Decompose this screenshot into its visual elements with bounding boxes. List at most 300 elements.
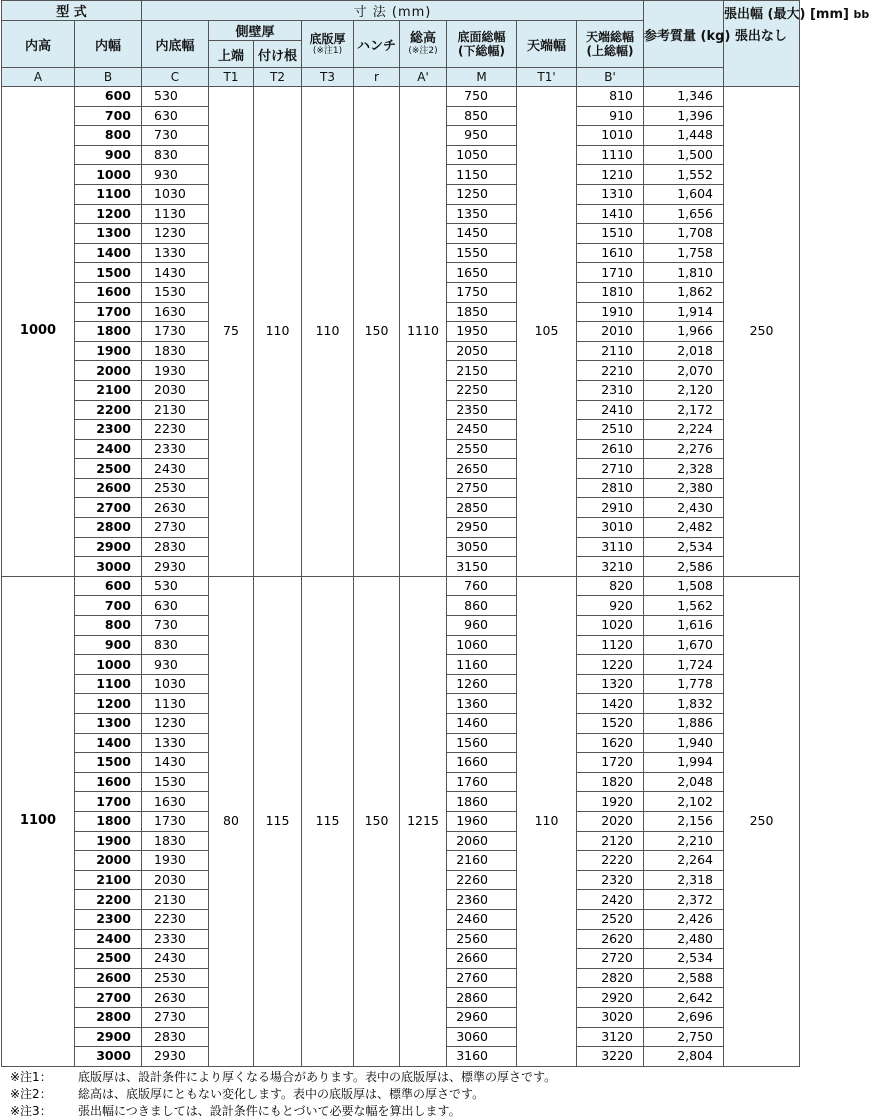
cell-inner-width: 1100: [75, 674, 142, 694]
cell-inner-bottom-width: 2830: [142, 1027, 209, 1047]
cell-inner-bottom-width: 2030: [142, 380, 209, 400]
overhang-unit: [mm]: [809, 7, 849, 22]
cell-inner-width: 3000: [75, 557, 142, 577]
cell-inner-width: 2700: [75, 498, 142, 518]
top-total-width-label: 天端総幅: [585, 30, 634, 44]
cell-inner-width: 2000: [75, 361, 142, 381]
cell-ref-mass: 1,724: [644, 655, 724, 675]
cell-inner-width: 3000: [75, 1047, 142, 1067]
cell-inner-bottom-width: 730: [142, 126, 209, 146]
cell-inner-bottom-width: 1330: [142, 243, 209, 263]
cell-ref-mass: 1,778: [644, 674, 724, 694]
cell-top-total-width: 2210: [577, 361, 644, 381]
cell-top-total-width: 2410: [577, 400, 644, 420]
cell-top-total-width: 2710: [577, 459, 644, 479]
cell-top-total-width: 1820: [577, 772, 644, 792]
cell-inner-width: 1300: [75, 714, 142, 734]
cell-inner-width: 1900: [75, 831, 142, 851]
cell-inner-width: 2800: [75, 518, 142, 538]
note-2: [10, 1086, 800, 1103]
cell-top-total-width: 1110: [577, 145, 644, 165]
cell-inner-bottom-width: 930: [142, 165, 209, 185]
cell-inner-bottom-width: 2930: [142, 557, 209, 577]
cell-inner-width: 900: [75, 145, 142, 165]
cell-ref-mass: 2,172: [644, 400, 724, 420]
cell-inner-bottom-width: 1630: [142, 792, 209, 812]
code-C: C: [142, 68, 209, 87]
cell-inner-width: 1400: [75, 243, 142, 263]
cell-inner-width: 2600: [75, 968, 142, 988]
cell-inner-width: 800: [75, 126, 142, 146]
cell-ref-mass: 1,966: [644, 322, 724, 342]
cell-top-total-width: 2020: [577, 811, 644, 831]
cell-top-end-width: 110: [517, 576, 577, 1066]
header-top-end: 上端: [209, 41, 254, 68]
cell-inner-width: 1800: [75, 322, 142, 342]
header-code-row: [2, 68, 800, 87]
cell-bottom-total-width: 2650: [447, 459, 517, 479]
note-text: 張出幅につきましては、設計条件にもとづいて必要な幅を算出します。: [78, 1103, 461, 1118]
cell-inner-height: 1100: [2, 576, 75, 1066]
cell-top-total-width: 2310: [577, 380, 644, 400]
cell-bottom-total-width: 1450: [447, 224, 517, 244]
cell-ref-mass: 1,940: [644, 733, 724, 753]
cell-inner-bottom-width: 2430: [142, 459, 209, 479]
cell-inner-width: 2400: [75, 439, 142, 459]
cell-inner-width: 1400: [75, 733, 142, 753]
header-haunch: ハンチ: [354, 21, 400, 68]
cell-ref-mass: 2,328: [644, 459, 724, 479]
cell-overhang: 250: [724, 87, 800, 577]
ref-mass-sub: 張出なし: [734, 28, 787, 44]
cell-top-total-width: 1520: [577, 714, 644, 734]
cell-inner-bottom-width: 2030: [142, 870, 209, 890]
code-T3: T3: [302, 68, 354, 87]
top-total-width-sub: (上総幅): [586, 44, 634, 58]
cell-bottom-total-width: 1760: [447, 772, 517, 792]
cell-top-total-width: 1720: [577, 753, 644, 773]
cell-top-total-width: 2110: [577, 341, 644, 361]
table-row: [2, 87, 800, 107]
cell-top-total-width: 2910: [577, 498, 644, 518]
cell-bottom-total-width: 2860: [447, 988, 517, 1008]
cell-bottom-total-width: 760: [447, 576, 517, 596]
bottom-total-width-label: 底面総幅: [457, 30, 506, 44]
cell-inner-width: 900: [75, 635, 142, 655]
cell-ref-mass: 1,508: [644, 576, 724, 596]
cell-top-total-width: 1620: [577, 733, 644, 753]
cell-ref-mass: 2,120: [644, 380, 724, 400]
cell-top-total-width: 1420: [577, 694, 644, 714]
cell-top-total-width: 1210: [577, 165, 644, 185]
cell-inner-width: 800: [75, 616, 142, 636]
cell-ref-mass: 1,562: [644, 596, 724, 616]
cell-bottom-total-width: 1860: [447, 792, 517, 812]
cell-top-total-width: 810: [577, 87, 644, 107]
cell-inner-bottom-width: 2730: [142, 1007, 209, 1027]
note-text: 総高は、底版厚にともない変化します。表中の底版厚は、標準の厚さです。: [78, 1086, 485, 1101]
cell-inner-bottom-width: 830: [142, 635, 209, 655]
cell-inner-width: 2100: [75, 870, 142, 890]
cell-inner-width: 1500: [75, 263, 142, 283]
cell-top-total-width: 2620: [577, 929, 644, 949]
cell-ref-mass: 2,264: [644, 851, 724, 871]
note-label: ※注1：: [10, 1069, 52, 1084]
cell-inner-width: 2400: [75, 929, 142, 949]
cell-top-total-width: 1910: [577, 302, 644, 322]
cell-ref-mass: 2,588: [644, 968, 724, 988]
cell-bottom-total-width: 3150: [447, 557, 517, 577]
cell-top-total-width: 2820: [577, 968, 644, 988]
cell-top-total-width: 3210: [577, 557, 644, 577]
cell-ref-mass: 2,102: [644, 792, 724, 812]
cell-haunch: 150: [354, 576, 400, 1066]
cell-top-total-width: 2610: [577, 439, 644, 459]
cell-top-total-width: 2920: [577, 988, 644, 1008]
cell-top-total-width: 3020: [577, 1007, 644, 1027]
cell-bottom-total-width: 1550: [447, 243, 517, 263]
cell-top-total-width: 3010: [577, 518, 644, 538]
cell-inner-bottom-width: 1030: [142, 184, 209, 204]
cell-inner-bottom-width: 930: [142, 655, 209, 675]
cell-overhang: 250: [724, 576, 800, 1066]
cell-top-total-width: 3110: [577, 537, 644, 557]
cell-inner-bottom-width: 2230: [142, 909, 209, 929]
cell-inner-bottom-width: 730: [142, 616, 209, 636]
cell-inner-width: 1800: [75, 811, 142, 831]
cell-bottom-total-width: 2450: [447, 420, 517, 440]
cell-inner-width: 2300: [75, 909, 142, 929]
table-body: [2, 87, 800, 1067]
cell-bottom-total-width: 850: [447, 106, 517, 126]
cell-bottom-total-width: 2760: [447, 968, 517, 988]
cell-bottom-total-width: 960: [447, 616, 517, 636]
total-height-note: (※注2): [408, 45, 438, 56]
header-top-end-width: 天端幅: [517, 21, 577, 68]
cell-top-total-width: 2320: [577, 870, 644, 890]
cell-top-total-width: 1220: [577, 655, 644, 675]
cell-inner-bottom-width: 1930: [142, 361, 209, 381]
cell-ref-mass: 1,670: [644, 635, 724, 655]
cell-inner-bottom-width: 1930: [142, 851, 209, 871]
note-1: [10, 1069, 800, 1086]
cell-ref-mass: 2,380: [644, 478, 724, 498]
cell-bottom-total-width: 750: [447, 87, 517, 107]
cell-ref-mass: 2,482: [644, 518, 724, 538]
ref-mass-unit: (kg): [700, 28, 731, 44]
cell-bottom-total-width: 1150: [447, 165, 517, 185]
cell-ref-mass: 2,018: [644, 341, 724, 361]
cell-ref-mass: 2,480: [644, 929, 724, 949]
bottom-total-width-sub: (下総幅): [458, 44, 505, 58]
cell-ref-mass: 2,534: [644, 949, 724, 969]
cell-bottom-total-width: 1350: [447, 204, 517, 224]
cell-ref-mass: 2,276: [644, 439, 724, 459]
cell-inner-bottom-width: 1330: [142, 733, 209, 753]
cell-bottom-total-width: 2960: [447, 1007, 517, 1027]
cell-ref-mass: 1,832: [644, 694, 724, 714]
cell-inner-bottom-width: 2930: [142, 1047, 209, 1067]
cell-ref-mass: 2,210: [644, 831, 724, 851]
cell-bottom-total-width: 1850: [447, 302, 517, 322]
cell-bottom-total-width: 2360: [447, 890, 517, 910]
cell-inner-bottom-width: 630: [142, 596, 209, 616]
note-text: 底版厚は、設計条件により厚くなる場合があります。表中の底版厚は、標準の厚さです。: [78, 1069, 557, 1084]
cell-inner-height: 1000: [2, 87, 75, 577]
cell-inner-bottom-width: 630: [142, 106, 209, 126]
cell-inner-width: 2800: [75, 1007, 142, 1027]
cell-t2: 115: [254, 576, 302, 1066]
overhang-code: bb: [853, 8, 869, 21]
cell-bottom-total-width: 2950: [447, 518, 517, 538]
cell-inner-width: 2900: [75, 537, 142, 557]
cell-ref-mass: 1,862: [644, 282, 724, 302]
cell-bottom-total-width: 2350: [447, 400, 517, 420]
cell-ref-mass: 1,448: [644, 126, 724, 146]
cell-bottom-total-width: 1260: [447, 674, 517, 694]
cell-bottom-total-width: 860: [447, 596, 517, 616]
cell-ref-mass: 1,616: [644, 616, 724, 636]
cell-inner-bottom-width: 530: [142, 87, 209, 107]
cell-bottom-total-width: 2160: [447, 851, 517, 871]
note-label: ※注3：: [10, 1103, 52, 1118]
ref-mass-label: 参考質量: [644, 28, 697, 44]
cell-inner-bottom-width: 1430: [142, 753, 209, 773]
cell-top-total-width: 1120: [577, 635, 644, 655]
cell-ref-mass: 2,156: [644, 811, 724, 831]
cell-top-total-width: 1010: [577, 126, 644, 146]
cell-inner-width: 1600: [75, 282, 142, 302]
header-total-height: [400, 21, 447, 68]
cell-bottom-total-width: 2050: [447, 341, 517, 361]
cell-inner-bottom-width: 1630: [142, 302, 209, 322]
cell-inner-bottom-width: 2630: [142, 988, 209, 1008]
bottom-slab-label: 底版厚: [309, 31, 346, 46]
cell-haunch: 150: [354, 87, 400, 577]
cell-inner-width: 700: [75, 106, 142, 126]
cell-inner-width: 2500: [75, 459, 142, 479]
cell-bottom-total-width: 1950: [447, 322, 517, 342]
cell-ref-mass: 1,500: [644, 145, 724, 165]
code-A-prime: A': [400, 68, 447, 87]
cell-inner-bottom-width: 1530: [142, 282, 209, 302]
cell-top-total-width: 1920: [577, 792, 644, 812]
code-B-prime: B': [577, 68, 644, 87]
bottom-slab-note: (※注1): [312, 45, 343, 56]
cell-inner-bottom-width: 2530: [142, 478, 209, 498]
cell-inner-bottom-width: 1230: [142, 714, 209, 734]
cell-inner-width: 2700: [75, 988, 142, 1008]
cell-inner-bottom-width: 1430: [142, 263, 209, 283]
cell-ref-mass: 2,642: [644, 988, 724, 1008]
code-T1: T1: [209, 68, 254, 87]
cell-inner-width: 2300: [75, 420, 142, 440]
cell-ref-mass: 2,318: [644, 870, 724, 890]
code-M: M: [447, 68, 517, 87]
cell-top-total-width: 2510: [577, 420, 644, 440]
cell-inner-bottom-width: 1130: [142, 694, 209, 714]
cell-bottom-total-width: 2250: [447, 380, 517, 400]
cell-ref-mass: 1,886: [644, 714, 724, 734]
cell-top-total-width: 2520: [577, 909, 644, 929]
cell-inner-width: 1000: [75, 655, 142, 675]
cell-inner-width: 1600: [75, 772, 142, 792]
cell-bottom-total-width: 2850: [447, 498, 517, 518]
cell-t2: 110: [254, 87, 302, 577]
cell-inner-width: 2900: [75, 1027, 142, 1047]
cell-top-total-width: 2010: [577, 322, 644, 342]
cell-bottom-total-width: 1160: [447, 655, 517, 675]
cell-inner-bottom-width: 530: [142, 576, 209, 596]
cell-ref-mass: 1,994: [644, 753, 724, 773]
overhang-label: 張出幅: [724, 7, 764, 22]
cell-bottom-total-width: 2260: [447, 870, 517, 890]
cell-bottom-total-width: 2460: [447, 909, 517, 929]
cell-top-total-width: 1610: [577, 243, 644, 263]
code-empty: [644, 68, 724, 87]
cell-ref-mass: 1,346: [644, 87, 724, 107]
cell-inner-bottom-width: 2830: [142, 537, 209, 557]
cell-bottom-total-width: 3160: [447, 1047, 517, 1067]
note-3: [10, 1103, 800, 1120]
cell-inner-width: 1300: [75, 224, 142, 244]
cell-bottom-total-width: 1560: [447, 733, 517, 753]
cell-top-total-width: 3120: [577, 1027, 644, 1047]
cell-inner-bottom-width: 2130: [142, 890, 209, 910]
cell-ref-mass: 1,708: [644, 224, 724, 244]
code-T2: T2: [254, 68, 302, 87]
cell-top-end-width: 105: [517, 87, 577, 577]
cell-inner-bottom-width: 2130: [142, 400, 209, 420]
cell-bottom-total-width: 1750: [447, 282, 517, 302]
cell-inner-width: 2200: [75, 400, 142, 420]
cell-inner-bottom-width: 1730: [142, 322, 209, 342]
cell-ref-mass: 2,372: [644, 890, 724, 910]
cell-top-total-width: 1410: [577, 204, 644, 224]
cell-inner-width: 2500: [75, 949, 142, 969]
cell-ref-mass: 2,586: [644, 557, 724, 577]
cell-top-total-width: 1810: [577, 282, 644, 302]
cell-inner-bottom-width: 1830: [142, 831, 209, 851]
cell-ref-mass: 2,048: [644, 772, 724, 792]
cell-ref-mass: 1,810: [644, 263, 724, 283]
cell-ref-mass: 2,696: [644, 1007, 724, 1027]
cell-inner-width: 600: [75, 87, 142, 107]
cell-inner-bottom-width: 2230: [142, 420, 209, 440]
cell-top-total-width: 1310: [577, 184, 644, 204]
cell-inner-bottom-width: 2330: [142, 439, 209, 459]
cell-inner-bottom-width: 1830: [142, 341, 209, 361]
cell-inner-bottom-width: 2430: [142, 949, 209, 969]
cell-ref-mass: 2,534: [644, 537, 724, 557]
code-T1-prime: T1': [517, 68, 577, 87]
cell-t1: 80: [209, 576, 254, 1066]
cell-bottom-total-width: 1660: [447, 753, 517, 773]
specification-table: [1, 0, 869, 1067]
cell-inner-width: 1700: [75, 302, 142, 322]
cell-inner-width: 2000: [75, 851, 142, 871]
cell-inner-width: 1100: [75, 184, 142, 204]
note-label: ※注2：: [10, 1086, 52, 1101]
cell-bottom-total-width: 2560: [447, 929, 517, 949]
cell-top-total-width: 2420: [577, 890, 644, 910]
cell-inner-width: 700: [75, 596, 142, 616]
cell-ref-mass: 2,426: [644, 909, 724, 929]
cell-ref-mass: 2,224: [644, 420, 724, 440]
cell-inner-width: 1200: [75, 204, 142, 224]
cell-total-height: 1215: [400, 576, 447, 1066]
header-side-wall: 側壁厚: [209, 21, 302, 41]
cell-top-total-width: 1320: [577, 674, 644, 694]
code-r: r: [354, 68, 400, 87]
cell-top-total-width: 1710: [577, 263, 644, 283]
cell-inner-bottom-width: 2730: [142, 518, 209, 538]
cell-ref-mass: 1,604: [644, 184, 724, 204]
cell-ref-mass: 2,430: [644, 498, 724, 518]
cell-top-total-width: 920: [577, 596, 644, 616]
cell-top-total-width: 2810: [577, 478, 644, 498]
cell-bottom-total-width: 2660: [447, 949, 517, 969]
cell-ref-mass: 1,656: [644, 204, 724, 224]
header-overhang: [724, 1, 869, 87]
cell-inner-width: 2600: [75, 478, 142, 498]
cell-bottom-total-width: 1460: [447, 714, 517, 734]
table-row: [2, 576, 800, 596]
cell-t3: 115: [302, 576, 354, 1066]
cell-inner-bottom-width: 2530: [142, 968, 209, 988]
header-base: 付け根: [254, 41, 302, 68]
cell-total-height: 1110: [400, 87, 447, 577]
cell-top-total-width: 1510: [577, 224, 644, 244]
cell-t3: 110: [302, 87, 354, 577]
cell-inner-bottom-width: 1130: [142, 204, 209, 224]
cell-bottom-total-width: 2750: [447, 478, 517, 498]
cell-top-total-width: 910: [577, 106, 644, 126]
cell-bottom-total-width: 1960: [447, 811, 517, 831]
cell-top-total-width: 1020: [577, 616, 644, 636]
cell-inner-width: 1700: [75, 792, 142, 812]
cell-t1: 75: [209, 87, 254, 577]
cell-top-total-width: 2720: [577, 949, 644, 969]
table-header: [2, 1, 869, 87]
cell-bottom-total-width: 1250: [447, 184, 517, 204]
cell-ref-mass: 2,750: [644, 1027, 724, 1047]
cell-bottom-total-width: 2550: [447, 439, 517, 459]
cell-top-total-width: 3220: [577, 1047, 644, 1067]
cell-inner-bottom-width: 2630: [142, 498, 209, 518]
code-B: B: [75, 68, 142, 87]
cell-ref-mass: 1,552: [644, 165, 724, 185]
notes: [10, 1069, 800, 1120]
cell-ref-mass: 2,070: [644, 361, 724, 381]
header-inner-bottom-width: 内底幅: [142, 21, 209, 68]
cell-ref-mass: 1,914: [644, 302, 724, 322]
header-top-total-width: [577, 21, 644, 68]
header-model: 型 式: [2, 1, 142, 21]
cell-inner-width: 2100: [75, 380, 142, 400]
cell-ref-mass: 1,758: [644, 243, 724, 263]
header-dimensions: 寸 法 (mm): [142, 1, 644, 21]
cell-top-total-width: 820: [577, 576, 644, 596]
cell-inner-bottom-width: 1530: [142, 772, 209, 792]
cell-bottom-total-width: 1050: [447, 145, 517, 165]
cell-top-total-width: 2120: [577, 831, 644, 851]
cell-bottom-total-width: 950: [447, 126, 517, 146]
header-bottom-slab: [302, 21, 354, 68]
overhang-max: (最大): [767, 7, 806, 22]
cell-bottom-total-width: 3060: [447, 1027, 517, 1047]
cell-inner-width: 600: [75, 576, 142, 596]
